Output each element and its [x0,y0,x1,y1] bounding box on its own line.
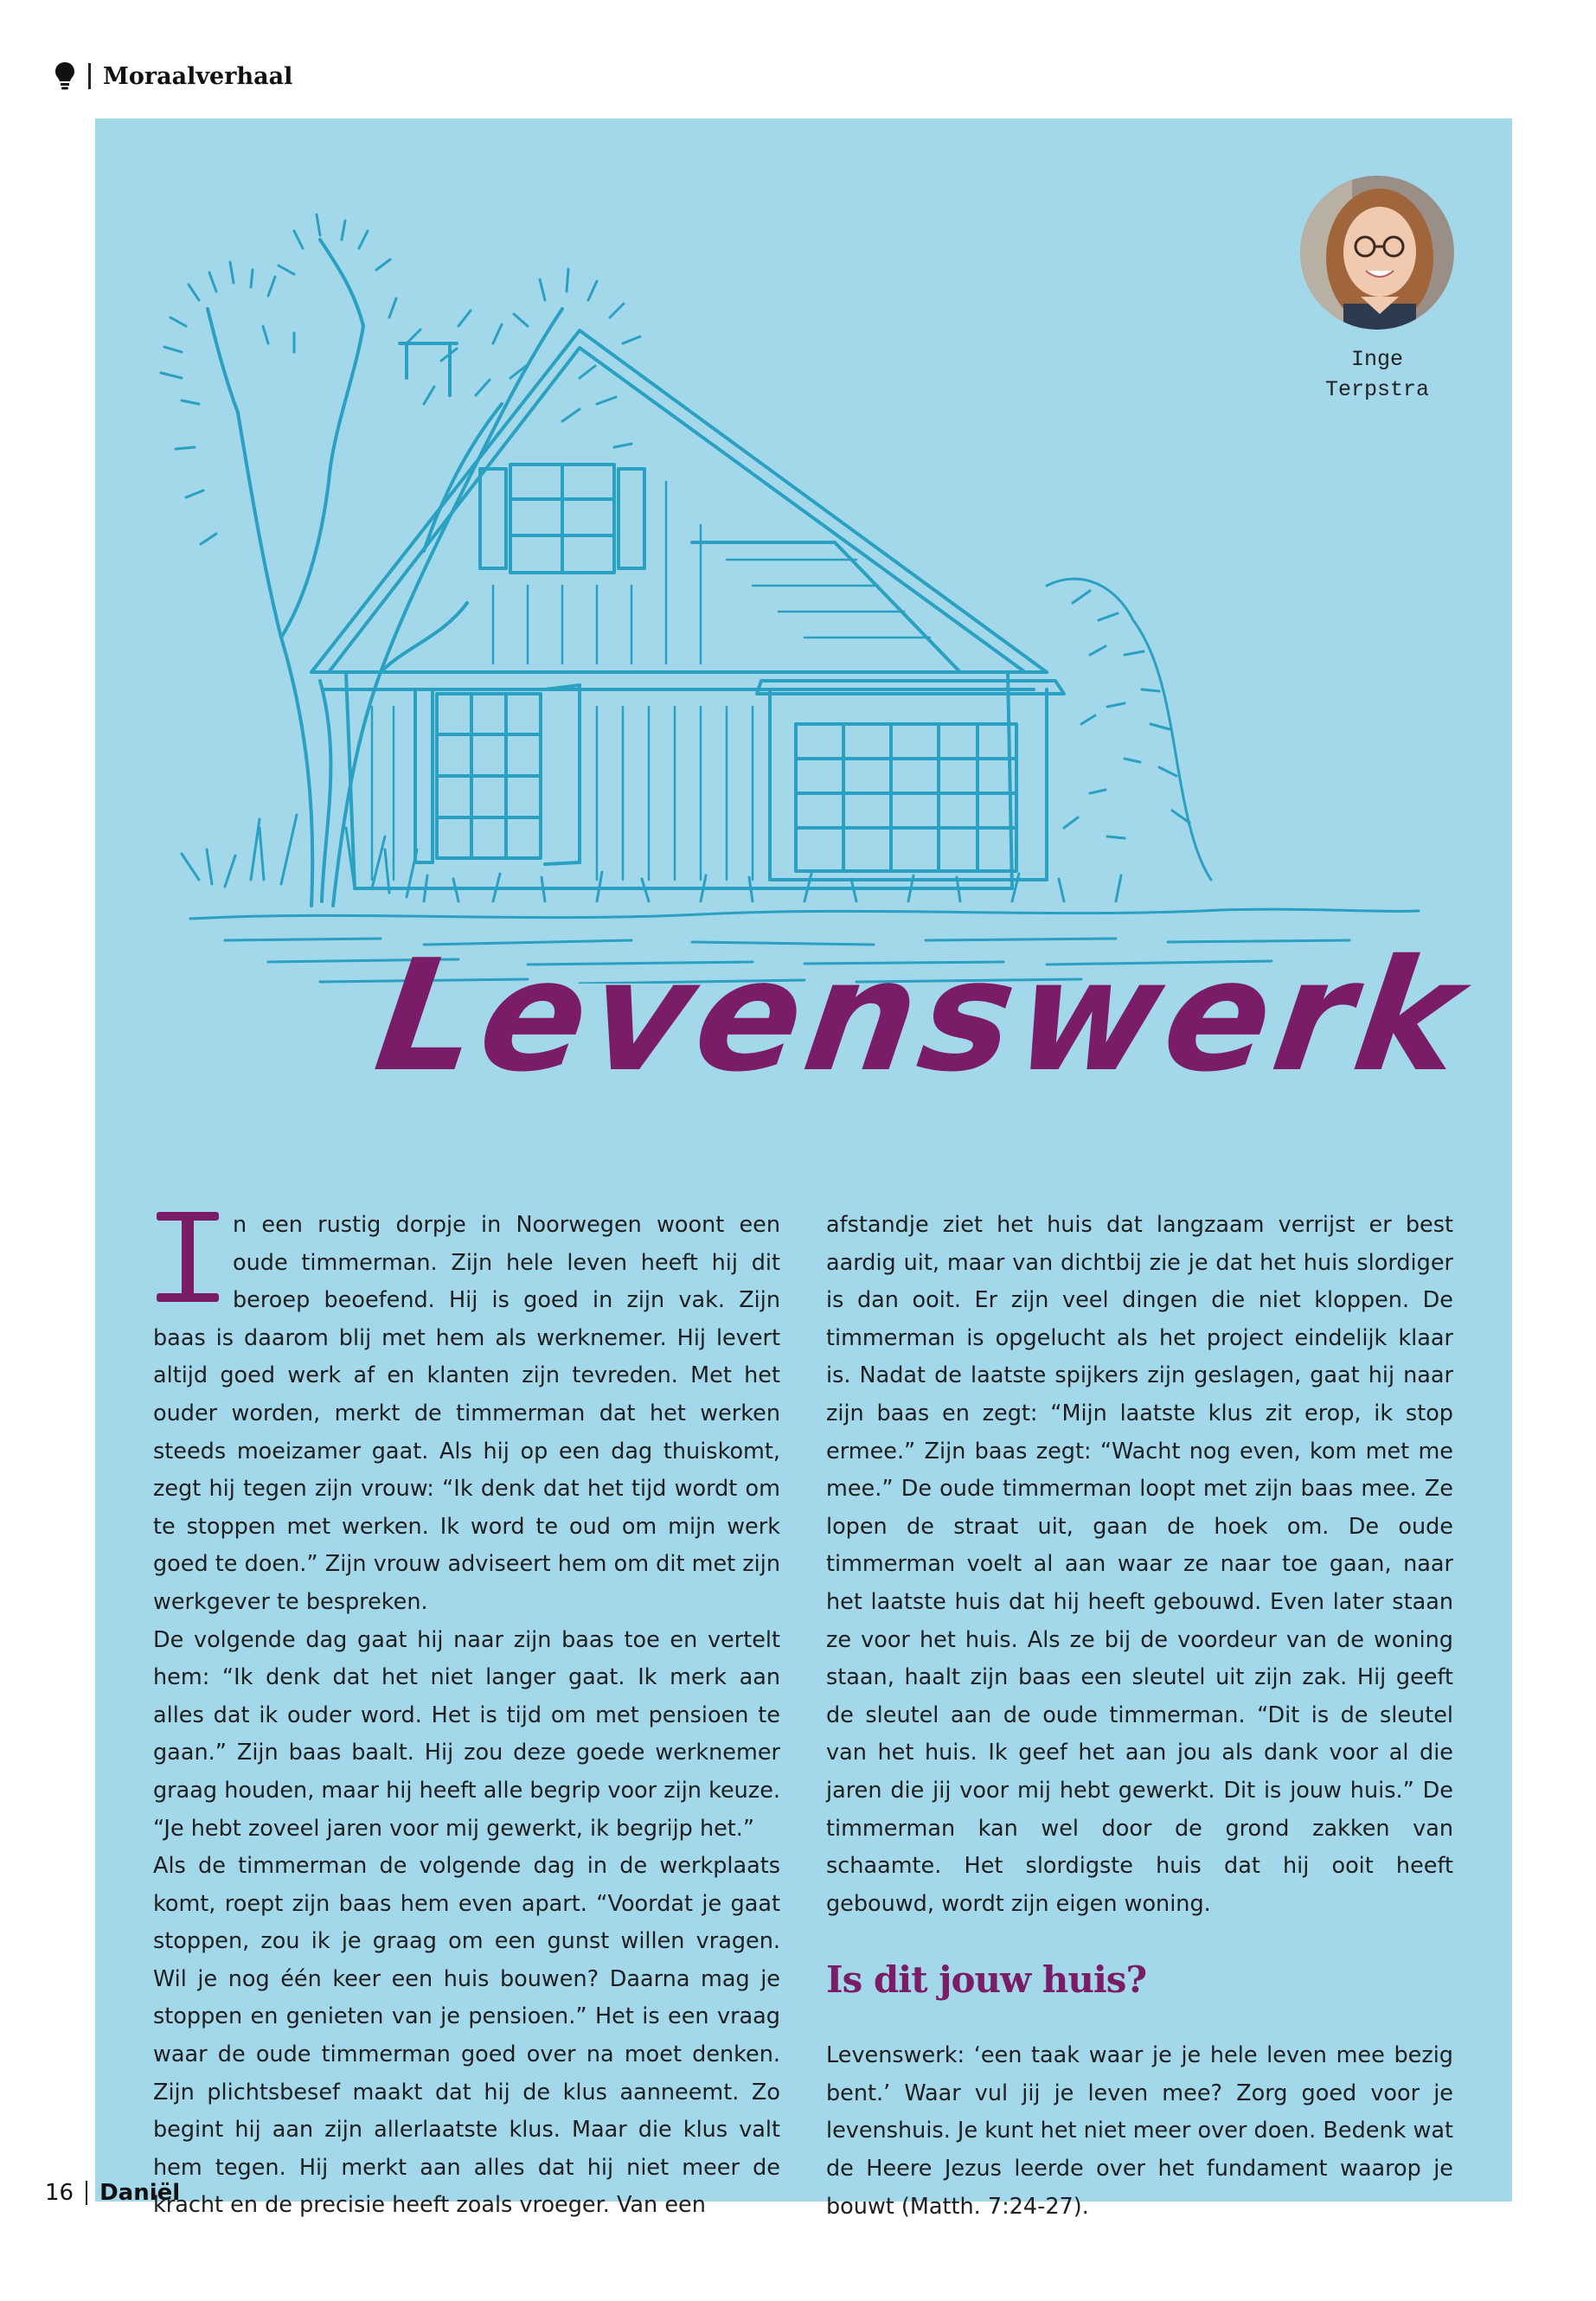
author-last-name: Terpstra [1324,377,1430,402]
footer-divider [86,2181,87,2205]
subheading: Is dit jouw huis? [826,1958,1147,2002]
page-number: 16 [45,2180,74,2206]
article-column-left [153,1207,780,2225]
paragraph-4: afstandje ziet het huis dat langzaam verrijst er best aardig uit, maar van dichtbij zie je dat het huis slordiger is dan ooit. Er zijn veel dingen die niet kloppen. De timmerman is opgelucht als het project eindelijk klaar is. Nadat de laatste spijkers zijn geslagen, gaat hij naar zijn baas en zegt: “Mijn laatste klus zit erop, ik stop ermee.” Zijn baas zegt: “Wacht nog even, kom met me mee.” De oude timmerman loopt met zijn baas mee. Ze lopen de straat uit, gaan de hoek om. De oude timmerman voelt al aan waar ze naar toe gaan, naar het laatste huis dat hij heeft gebouwd. Even later staan ze voor het huis. Als ze bij de voordeur van de woning staan, haalt zijn baas een sleutel uit zijn zak. Hij geeft de sleutel aan de oude timmerman. “Dit is de sleutel van het huis. Ik geef het aan jou als dank voor al die jaren die jij voor mij hebt gewerkt. Dit is jouw huis.” De timmerman kan wel door de grond zakken van schaamte. Het slordigste huis dat hij ooit heeft gebouwd, wordt zijn eigen woning. [826,1212,1453,1917]
article-title: Levenswerk [366,926,1477,1106]
author-name [1280,344,1474,405]
article-column-right [826,1207,1453,2226]
section-header [54,59,292,93]
paragraph-1-text: n een rustig dorpje in Noorwegen woont een oude timmerman. Zijn hele leven heeft hij dit beroep beoefend. Hij is goed in zijn vak. Zijn baas is daarom blij met hem als werknemer. Hij levert altijd goed werk af en klanten zijn tevreden. Met het ouder worden, merkt de timmerman dat het werken steeds moeizamer gaat. Als hij op een dag thuiskomt, zegt hij tegen zijn vrouw: “Ik denk dat het tijd wordt om te stoppen met werken. Ik word te oud om mijn werk goed te doen.” Zijn vrouw adviseert hem om dit met zijn werkgever te bespreken. [153,1212,780,1615]
paragraph-2: De volgende dag gaat hij naar zijn baas toe en vertelt hem: “Ik denk dat het niet langer gaat. Ik merk aan alles dat ik ouder word. Het is tijd om met pensioen te gaan.” Zijn baas baalt. Hij zou deze goede werknemer graag houden, maar hij heeft alle begrip voor zijn keuze. “Je hebt zoveel jaren voor mij gewerkt, ik begrijp het.” [153,1626,780,1842]
header-divider [88,63,91,89]
magazine-name: Daniël [99,2180,181,2206]
section-label: Moraalverhaal [103,62,293,90]
drop-cap [153,1208,222,1305]
lightbulb-icon [54,61,76,91]
paragraph-1 [153,1207,780,1622]
author-avatar [1300,176,1454,330]
closing-paragraph: Levenswerk: ‘een taak waar je je hele leven mee bezig bent.’ Waar vul jij je leven mee? Zorg goed voor je levenshuis. Je kunt het niet meer over doen. Bedenk wat de Heere Jezus leerde over het fundament waarop je bouwt (Matth. 7:24-27). [826,2042,1453,2220]
author-first-name: Inge [1350,347,1403,372]
page-footer [45,2176,180,2210]
paragraph-3: Als de timmerman de volgende dag in de werkplaats komt, roept zijn baas hem even apart. “Voordat je gaat stoppen, zou ik je graag om een gunst willen vragen. Wil je nog één keer een huis bouwen? Daarna mag je stoppen en genieten van je pensioen.” Het is een vraag waar de oude timmerman goed over na moet denken. Zijn plichtsbesef maakt dat hij de klus aanneemt. Zo begint hij aan zijn allerlaatste klus. Maar die klus valt hem tegen. Hij merkt aan alles dat hij niet meer de kracht en de precisie heeft zoals vroeger. Van een [153,1853,780,2219]
